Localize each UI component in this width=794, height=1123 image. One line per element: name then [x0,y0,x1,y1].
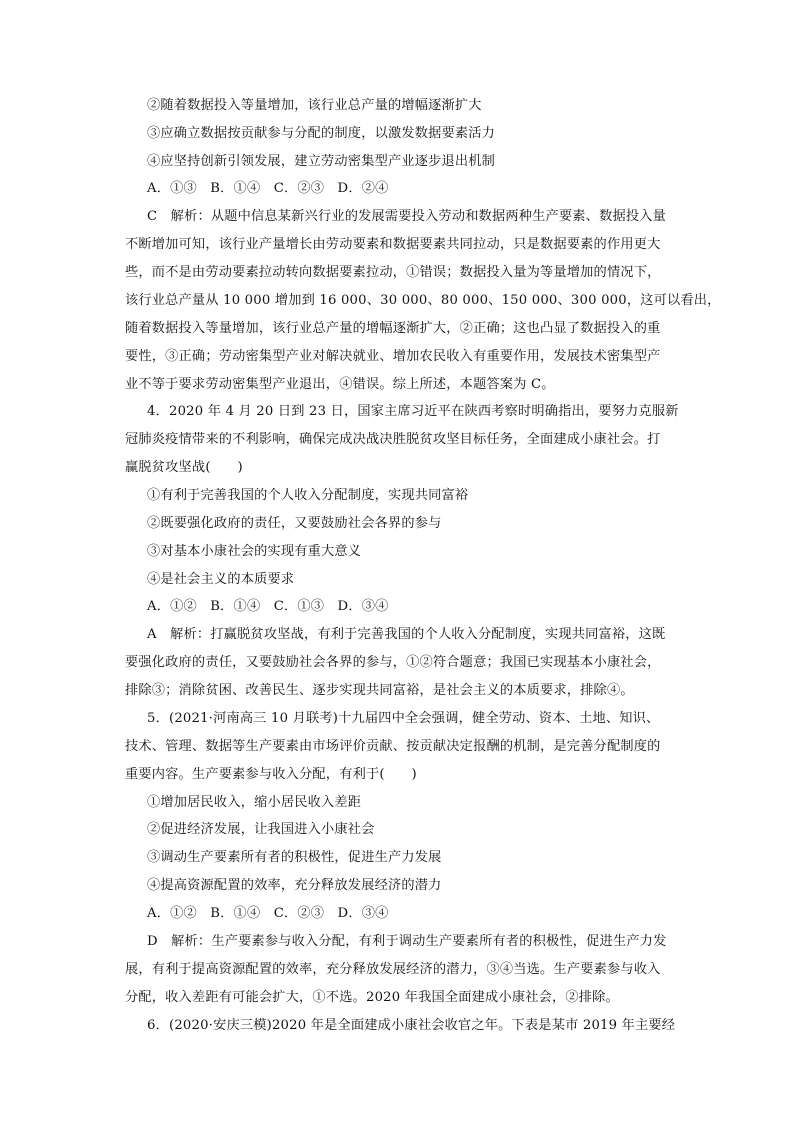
q5-option-1: ①增加居民收入，缩小居民收入差距 [147,795,362,810]
q3-analysis-line: 些，而不是由劳动要素拉动转向数据要素拉动，①错误；数据投入量为等量增加的情况下， [125,265,661,280]
q3-analysis-line: 随着数据投入等量增加，该行业总产量的增幅逐渐扩大，②正确；这也凸显了数据投入的重 [125,321,661,336]
q4-option-3: ③对基本小康社会的实现有重大意义 [147,544,362,559]
q4-stem-line: 赢脱贫攻坚战( ) [125,460,243,475]
q4-option-2: ②既要强化政府的责任，又要鼓励社会各界的参与 [147,516,442,531]
q5-stem-line: 5．(2021·河南高三 10 月联考)十九届四中全会强调，健全劳动、资本、土地、知识、 [147,711,660,726]
q5-option-3: ③调动生产要素所有者的积极性，促进生产力发展 [147,850,442,865]
q5-option-4: ④提高资源配置的效率，充分释放发展经济的潜力 [147,878,442,893]
q3-analysis-line: 要性，③正确；劳动密集型产业对解决就业、增加农民收入有重要作用，发展技术密集型产 [125,349,661,364]
q4-option-1: ①有利于完善我国的个人收入分配制度，实现共同富裕 [147,488,469,503]
q3-analysis-line: 该行业总产量从 10 000 增加到 16 000、30 000、80 000、150 000、300 000，这可以看出， [125,293,721,308]
q5-stem-line: 技术、管理、数据等生产要素由市场评价贡献、按贡献决定报酬的机制，是完善分配制度的 [125,739,661,754]
q6-stem-line: 6．(2020·安庆三模)2020 年是全面建成小康社会收官之年。下表是某市 2019 年主要经 [147,1018,676,1033]
q3-analysis-line: 不断增加可知，该行业产量增长由劳动要素和数据要素共同拉动，只是数据要素的作用更大 [125,237,661,252]
q4-option-4: ④是社会主义的本质要求 [147,572,295,587]
q5-analysis-line: D 解析：生产要素参与收入分配，有利于调动生产要素所有者的积极性，促进生产力发 [147,934,667,949]
q4-analysis-line: A 解析：打赢脱贫攻坚战，有利于完善我国的个人收入分配制度，实现共同富裕，这既 [147,627,666,642]
q3-option-4: ④应坚持创新引领发展，建立劳动密集型产业逐步退出机制 [147,154,496,169]
q4-analysis-line: 要强化政府的责任，又要鼓励社会各界的参与，①②符合题意；我国已实现基本小康社会， [125,655,661,670]
q5-choices: A．①② B．①④ C．②③ D．③④ [147,906,389,921]
q4-analysis-line: 排除③；消除贫困、改善民生、逐步实现共同富裕，是社会主义的本质要求，排除④。 [125,683,634,698]
q4-choices: A．①② B．①④ C．①③ D．③④ [147,599,389,614]
q5-stem-line: 重要内容。生产要素参与收入分配，有利于( ) [125,767,417,782]
q3-choices: A．①③ B．①④ C．②③ D．②④ [147,181,389,196]
q5-option-2: ②促进经济发展，让我国进入小康社会 [147,822,375,837]
q4-stem-line: 冠肺炎疫情带来的不利影响，确保完成决战决胜脱贫攻坚目标任务，全面建成小康社会。打 [125,432,661,447]
q5-analysis-line: 展，有利于提高资源配置的效率，充分释放发展经济的潜力，③④当选。生产要素参与收入 [125,962,661,977]
q4-stem-line: 4．2020 年 4 月 20 日到 23 日，国家主席习近平在陕西考察时明确指出，要努力克服新 [147,404,679,419]
q3-analysis-line: C 解析：从题中信息某新兴行业的发展需要投入劳动和数据两种生产要素、数据投入量 [147,209,667,224]
q3-option-2: ②随着数据投入等量增加，该行业总产量的增幅逐渐扩大 [147,98,482,113]
q3-option-3: ③应确立数据按贡献参与分配的制度，以激发数据要素活力 [147,126,496,141]
q3-analysis-line: 业不等于要求劳动密集型产业退出，④错误。综上所述，本题答案为 C。 [125,377,555,392]
q5-analysis-line: 分配，收入差距有可能会扩大，①不选。2020 年我国全面建成小康社会，②排除。 [125,990,619,1005]
